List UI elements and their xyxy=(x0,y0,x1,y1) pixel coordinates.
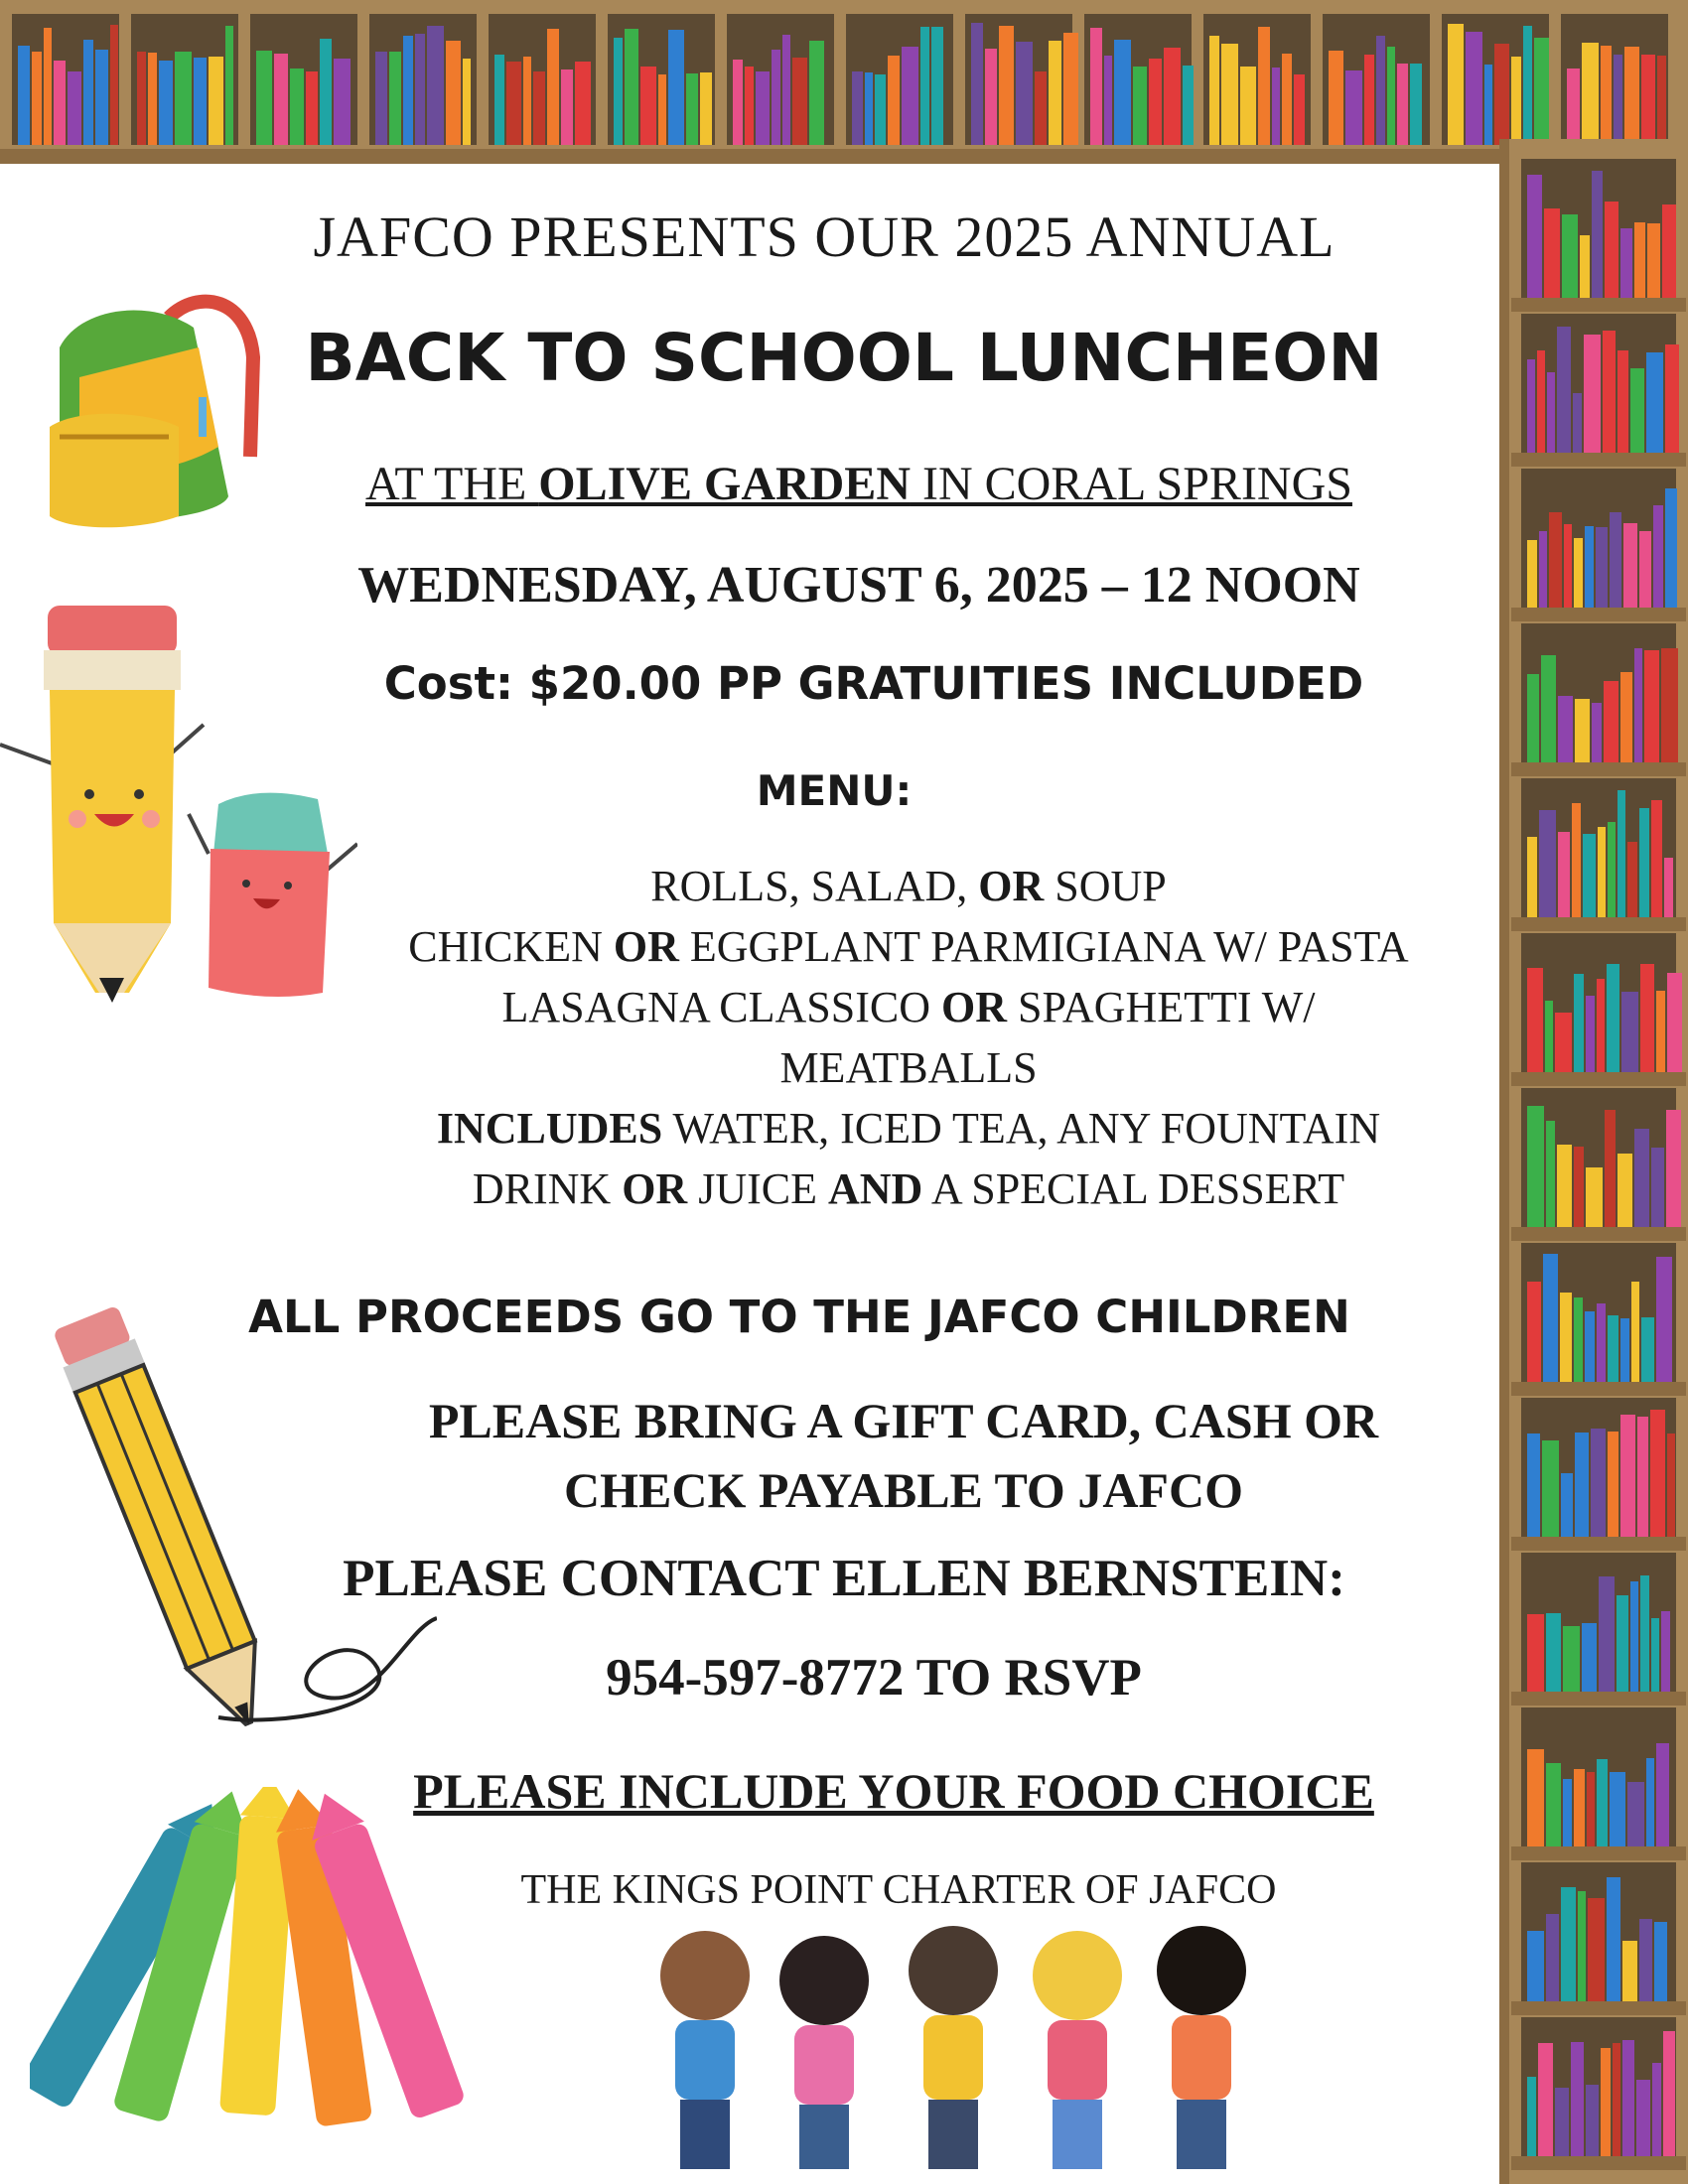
event-title: BACK TO SCHOOL LUNCHEON xyxy=(305,320,1383,396)
donation-line-1: PLEASE BRING A GIFT CARD, CASH OR xyxy=(428,1393,1379,1448)
menu-line: LASAGNA CLASSICO OR SPAGHETTI W/ xyxy=(501,983,1316,1031)
event-presenter-line: JAFCO PRESENTS OUR 2025 ANNUAL xyxy=(313,205,1336,269)
location-suffix: IN CORAL SPRINGS xyxy=(910,458,1352,510)
venue-name: OLIVE GARDEN xyxy=(538,458,911,510)
event-cost: Cost: $20.00 PP GRATUITIES INCLUDED xyxy=(383,657,1364,710)
donation-line-2: CHECK PAYABLE TO JAFCO xyxy=(564,1462,1243,1518)
event-date: WEDNESDAY, AUGUST 6, 2025 – 12 NOON xyxy=(357,557,1360,614)
contact-line: PLEASE CONTACT ELLEN BERNSTEIN: xyxy=(343,1550,1345,1607)
bookshelf-top-border xyxy=(0,0,1688,164)
proceeds-statement: ALL PROCEEDS GO TO THE JAFCO CHILDREN xyxy=(248,1291,1350,1343)
charter-signature: THE KINGS POINT CHARTER OF JAFCO xyxy=(520,1867,1277,1913)
event-location xyxy=(233,457,1484,511)
rsvp-phone: 954-597-8772 TO RSVP xyxy=(606,1649,1142,1706)
menu-heading: MENU: xyxy=(756,766,913,815)
bookshelf-right-border xyxy=(1499,139,1688,2184)
menu-line: CHICKEN OR EGGPLANT PARMIGIANA W/ PASTA xyxy=(408,922,1409,971)
food-choice-note: PLEASE INCLUDE YOUR FOOD CHOICE xyxy=(413,1763,1374,1819)
backpack-illustration xyxy=(20,278,268,536)
crayons-illustration xyxy=(30,1787,487,2174)
menu-line: DRINK OR JUICE AND A SPECIAL DESSERT xyxy=(472,1164,1345,1213)
menu-line: INCLUDES WATER, ICED TEA, ANY FOUNTAIN xyxy=(436,1104,1381,1153)
menu-line: MEATBALLS xyxy=(779,1043,1038,1092)
menu-list xyxy=(298,856,1519,1219)
children-illustration xyxy=(635,1916,1271,2184)
location-prefix: AT THE xyxy=(365,458,539,510)
donation-request xyxy=(318,1386,1489,1525)
menu-line: ROLLS, SALAD, OR SOUP xyxy=(650,862,1167,910)
